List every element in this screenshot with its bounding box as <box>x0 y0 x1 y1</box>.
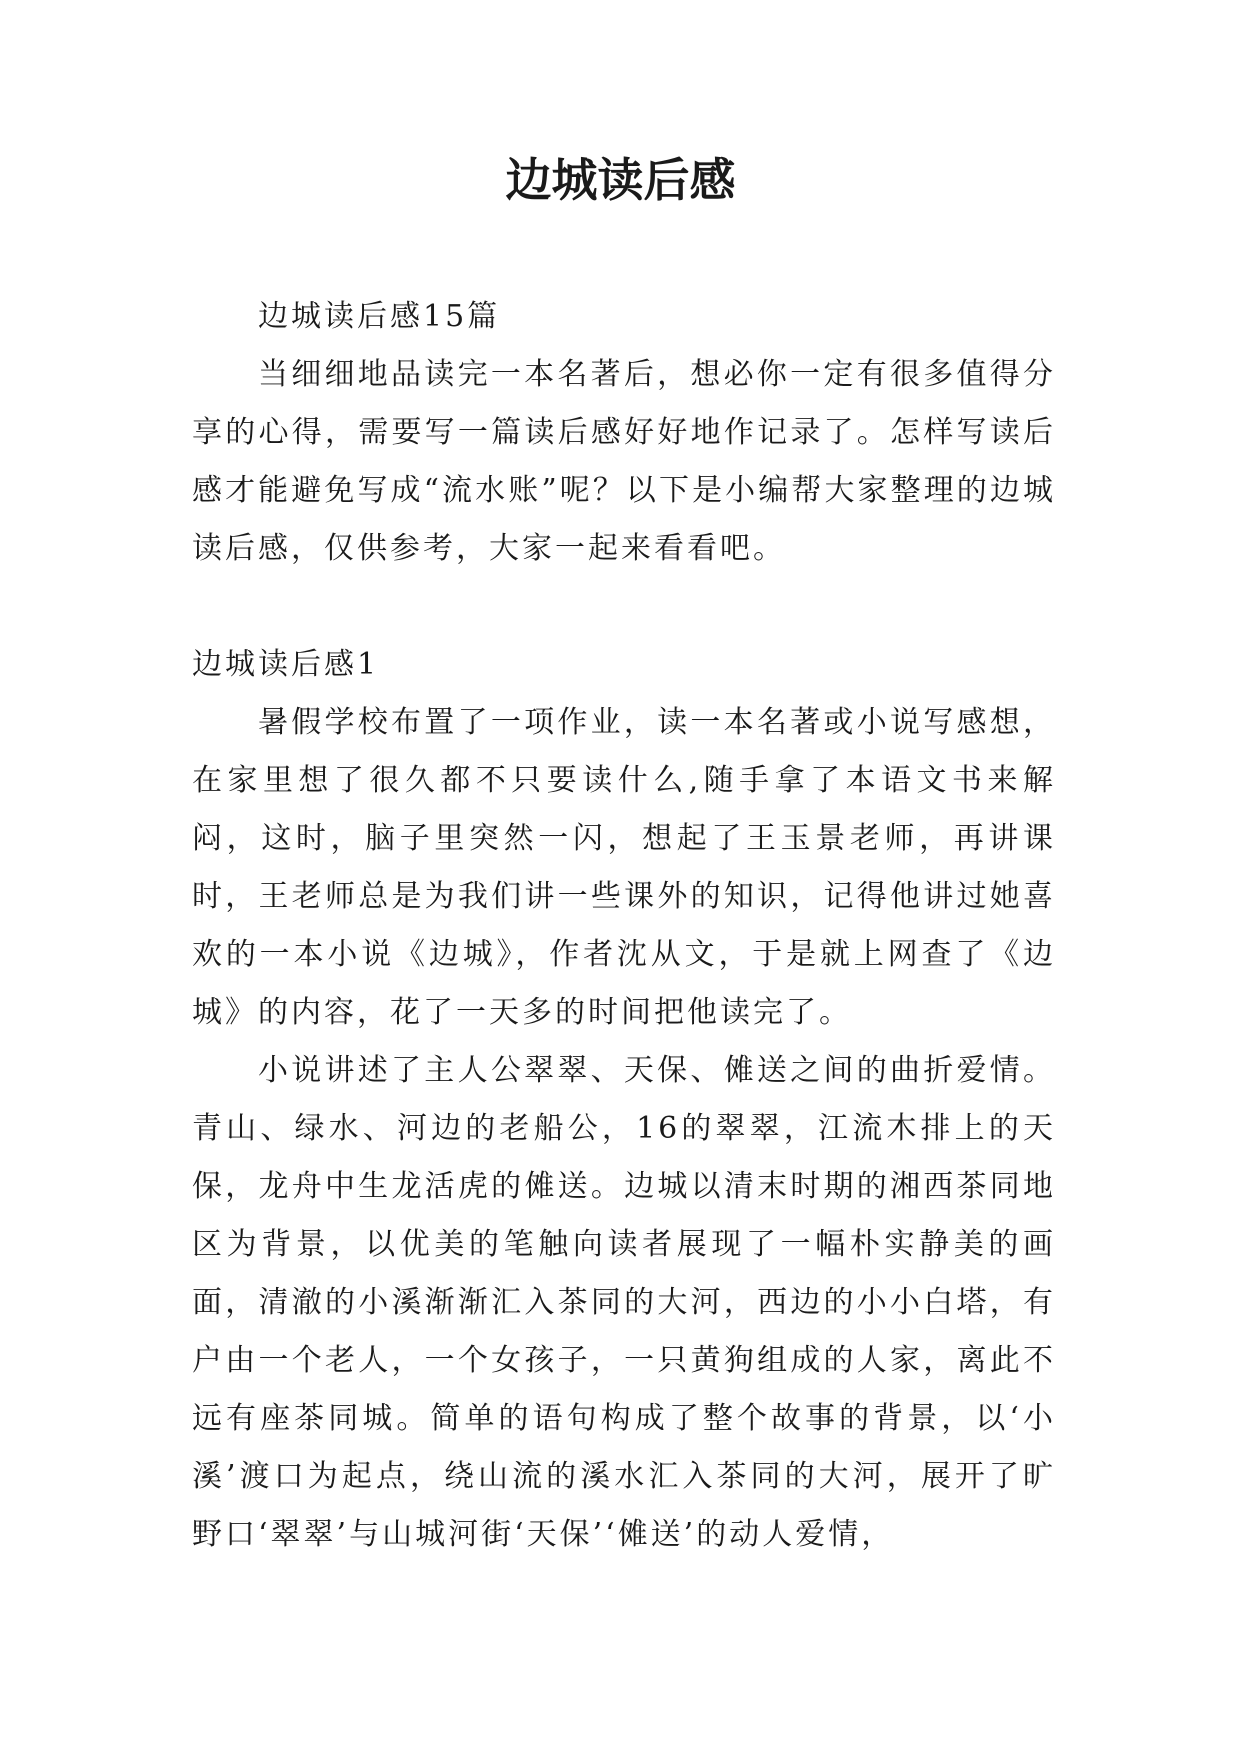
intro-paragraph: 当细细地品读完一本名著后，想必你一定有很多值得分享的心得，需要写一篇读后感好好地作记录了。怎样写读后感才能避免写成“流水账”呢？以下是小编帮大家整理的边城读后感，仅供参考，大家一起来看看吧。 <box>192 357 1056 566</box>
section-heading: 边城读后感1 <box>192 647 380 682</box>
document-title: 边城读后感 <box>505 153 736 207</box>
subtitle: 边城读后感15篇 <box>258 299 501 334</box>
body-paragraph-2: 小说讲述了主人公翠翠、天保、傩送之间的曲折爱情。青山、绿水、河边的老船公，16的翠翠，江流木排上的天保，龙舟中生龙活虎的傩送。边城以清末时期的湘西茶同地区为背景，以优美的笔触向读者展现了一幅朴实静美的画面，清澈的小溪渐渐汇入茶同的大河，西边的小小白塔，有户由一个老人，一个女孩子，一只黄狗组成的人家，离此不远有座茶同城。简单的语句构成了整个故事的背景，以‘小溪’渡口为起点，绕山流的溪水汇入茶同的大河，展开了旷野口‘翠翠’与山城河街‘天保’‘傩送’的动人爱情， <box>192 1053 1056 1552</box>
section-spacer <box>192 578 1056 636</box>
document-body <box>192 288 1056 1564</box>
body-paragraph-1: 暑假学校布置了一项作业，读一本名著或小说写感想，在家里想了很久都不只要读什么,随手拿了本语文书来解闷，这时，脑子里突然一闪，想起了王玉景老师，再讲课时，王老师总是为我们讲一些课外的知识，记得他讲过她喜欢的一本小说《边城》，作者沈从文，于是就上网查了《边城》的内容，花了一天多的时间把他读完了。 <box>192 705 1056 1030</box>
